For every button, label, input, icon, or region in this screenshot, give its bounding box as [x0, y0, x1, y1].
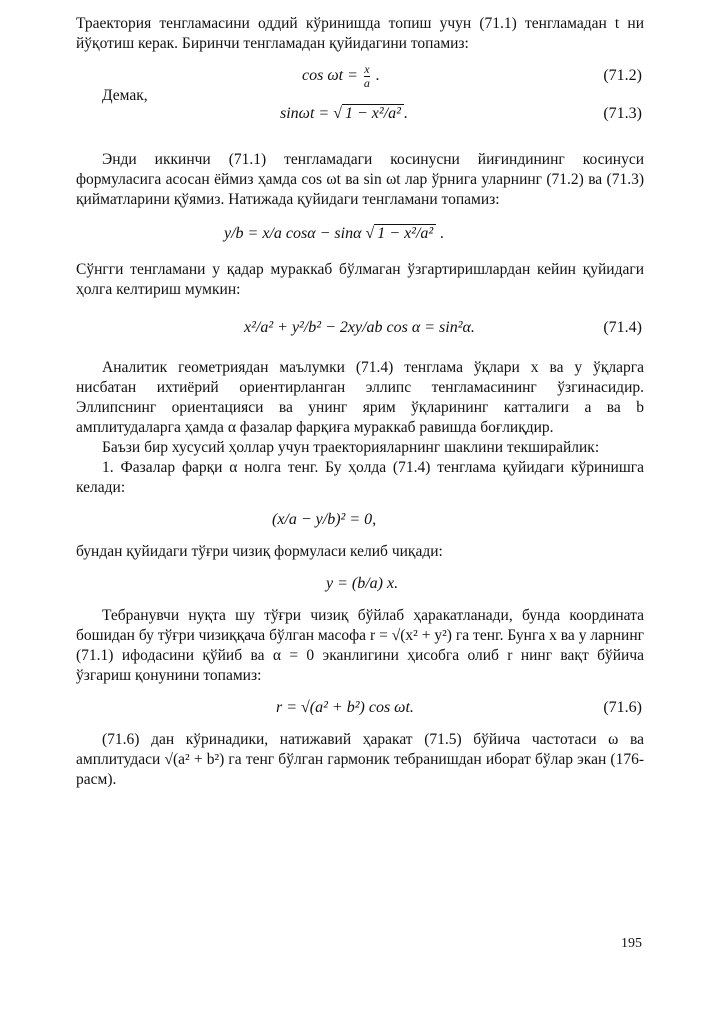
paragraph-8: Тебранувчи нуқта шу тўғри чизиқ бўйлаб ҳаракатланади, бунда координата бошидан бу тўғри чизиққача бўлган масофа r = √(x² + y²) га тенг. Бунга x ва y ларнинг (71.1) ифодасини қўйиб ва α = 0 эканлигини ҳисобга олиб r нинг вақт бўйича ўзгариш қонунини топамиз: [76, 607, 644, 684]
equation-zero [76, 504, 644, 536]
equation-71-3 [76, 87, 644, 130]
eq-line-text: y = (b/a) x. [326, 575, 399, 592]
eq-71-3-radicand: 1 − x²/a² [342, 104, 404, 122]
equation-line [76, 568, 644, 600]
page-number: 195 [621, 936, 642, 951]
paragraph-2: Энди иккинчи (71.1) тенгламадаги косинусни йиғиндининг косинуси формуласига асосан ёймиз ҳамда cos ωt ва sin ωt лар ўрнига уларнинг (71.2) ва (71.3) қийматларини қўямиз. Натижада қуйидаги тенгламани топамиз: [76, 151, 644, 208]
eq-71-2-lhs: cos ωt = [302, 67, 362, 84]
text-page [76, 14, 644, 790]
paragraph-1: Траектория тенгламасини оддий кўринишда топиш учун (71.1) тенгламадан t ни йўқотиш керак. Биринчи тенгламадан қуйидагини топамиз: [76, 15, 644, 52]
equation-71-4 [76, 312, 644, 344]
paragraph-7: бундан қуйидаги тўғри чизиқ формуласи келиб чиқади: [76, 543, 443, 560]
equation-y-over-b [76, 218, 644, 250]
paragraph-5: Баъзи бир хусусий ҳоллар учун траекторияларнинг шаклини текширайлик: [102, 439, 600, 456]
eq-71-6-label: (71.6) [603, 699, 642, 716]
eq-71-3-lhs: sinωt = √ [280, 105, 342, 122]
eq-yb-mid: x/a cosα − sinα √ [262, 225, 375, 242]
eq-yb-tail: . [436, 225, 445, 242]
eq-71-6-text: r = √(a² + b²) cos ωt. [276, 699, 414, 716]
eq-71-3-label: (71.3) [603, 105, 642, 122]
demak-label: Демак, [102, 87, 148, 104]
equation-71-6 [76, 692, 644, 724]
eq-71-3-tail: . [403, 105, 408, 122]
eq-71-4-label: (71.4) [603, 319, 642, 336]
eq-71-2-tail: . [371, 67, 380, 84]
eq-71-2-den: a [363, 75, 370, 90]
eq-71-2-num: x [364, 61, 370, 76]
eq-yb-radicand: 1 − x²/a² [374, 224, 436, 242]
paragraph-9: (71.6) дан кўринадики, натижавий ҳаракат (71.5) бўйича частотаси ω ва амплитудаси √(a² + b²) га тенг бўлган гармоник тебранишдан иборат бўлар экан (176- расм). [76, 731, 644, 788]
eq-zero-text: (x/a − y/b)² = 0, [272, 511, 377, 528]
paragraph-4: Аналитик геометриядан маълумки (71.4) тенглама ўқлари x ва y ўқларга нисбатан ихтиёрий ориентирланган эллипс тенгламасининг ўзгинасидир. Эллипснинг ориентацияси ва унинг ярим ўқларининг катталиги a ва b амплитудаларга ҳамда α фазалар фарқиға мураккаб равишда боғлиқдир. [76, 359, 644, 436]
eq-yb-lhs: y/b = [224, 225, 263, 242]
equation-71-2 [76, 60, 644, 92]
eq-71-4-text: x²/a² + y²/b² − 2xy/ab cos α = sin²α. [244, 319, 475, 336]
paragraph-6: 1. Фазалар фарқи α нолга тенг. Бу ҳолда (71.4) тенглама қуйидаги кўринишга келади: [76, 459, 644, 496]
eq-71-2-label: (71.2) [603, 67, 642, 84]
paragraph-3: Сўнгги тенгламани у қадар мураккаб бўлмаган ўзгартиришлардан кейин қуйидаги ҳолга келтириш мумкин: [76, 261, 644, 298]
